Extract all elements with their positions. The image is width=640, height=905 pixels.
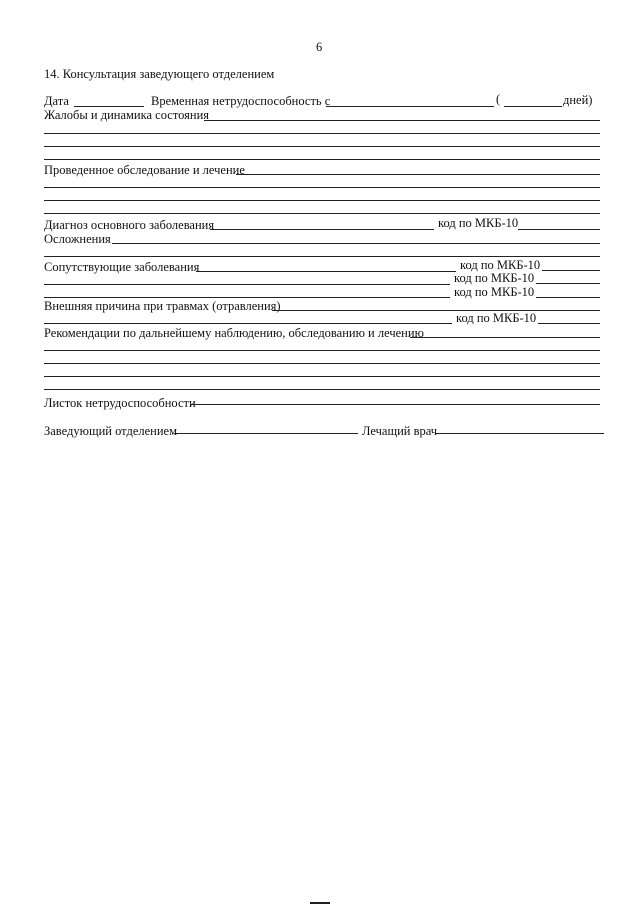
concomitant-icd-field-1[interactable] [542, 270, 600, 271]
concomitant-icd-field-2[interactable] [536, 283, 600, 284]
recommendations-line-5[interactable] [44, 389, 600, 390]
concomitant-field-1[interactable] [196, 271, 456, 272]
concomitant-icd-field-3[interactable] [536, 297, 600, 298]
main-diagnosis-icd-field[interactable] [518, 229, 600, 230]
concomitant-field-3[interactable] [44, 297, 450, 298]
temp-disability-from-field[interactable] [326, 106, 494, 107]
concomitant-icd-label-3: код по МКБ-10 [454, 285, 535, 299]
sick-leave-label: Листок нетрудоспособности [44, 396, 196, 410]
date-label: Дата [44, 94, 69, 108]
complaints-line-4[interactable] [44, 159, 600, 160]
recommendations-label: Рекомендации по дальнейшему наблюдению, обследованию и лечению [44, 326, 424, 340]
recommendations-line-4[interactable] [44, 376, 600, 377]
external-cause-field[interactable] [272, 310, 600, 311]
date-field[interactable] [74, 106, 144, 107]
complications-line-2[interactable] [44, 256, 600, 257]
examination-line-3[interactable] [44, 200, 600, 201]
section-title: 14. Консультация заведующего отделением [44, 67, 275, 81]
complications-field[interactable] [112, 243, 600, 244]
days-count-field[interactable] [504, 106, 562, 107]
recommendations-line-3[interactable] [44, 363, 600, 364]
main-diagnosis-label: Диагноз основного заболевания [44, 218, 215, 232]
examination-line-2[interactable] [44, 187, 600, 188]
days-open-paren: ( [496, 92, 501, 106]
external-cause-line-2[interactable] [44, 323, 452, 324]
examination-line-4[interactable] [44, 213, 600, 214]
head-of-dept-signature-field[interactable] [174, 433, 358, 434]
complications-label: Осложнения [44, 232, 111, 246]
attending-doctor-signature-field[interactable] [436, 433, 604, 434]
complaints-label: Жалобы и динамика состояния [44, 108, 210, 122]
main-diagnosis-icd-label: код по МКБ-10 [438, 216, 519, 230]
recommendations-field[interactable] [410, 337, 600, 338]
concomitant-field-2[interactable] [44, 284, 450, 285]
external-cause-label: Внешняя причина при травмах (отравления) [44, 299, 281, 313]
complaints-line-2[interactable] [44, 133, 600, 134]
days-label: дней) [563, 93, 593, 107]
examination-field[interactable] [236, 174, 600, 175]
concomitant-label: Сопутствующие заболевания [44, 260, 200, 274]
examination-label: Проведенное обследование и лечение [44, 163, 245, 177]
recommendations-line-2[interactable] [44, 350, 600, 351]
external-cause-icd-label: код по МКБ-10 [456, 311, 537, 325]
complaints-line-3[interactable] [44, 146, 600, 147]
complaints-field[interactable] [204, 120, 600, 121]
sick-leave-field[interactable] [190, 404, 600, 405]
attending-doctor-label: Лечащий врач [362, 424, 438, 438]
temp-disability-label: Временная нетрудоспособность с [151, 94, 331, 108]
main-diagnosis-field[interactable] [210, 229, 434, 230]
concomitant-icd-label-2: код по МКБ-10 [454, 271, 535, 285]
concomitant-icd-label-1: код по МКБ-10 [460, 258, 541, 272]
page-number: 6 [316, 40, 323, 54]
external-cause-icd-field[interactable] [538, 323, 600, 324]
head-of-dept-label: Заведующий отделением [44, 424, 178, 438]
page-edge-mark [310, 902, 330, 904]
